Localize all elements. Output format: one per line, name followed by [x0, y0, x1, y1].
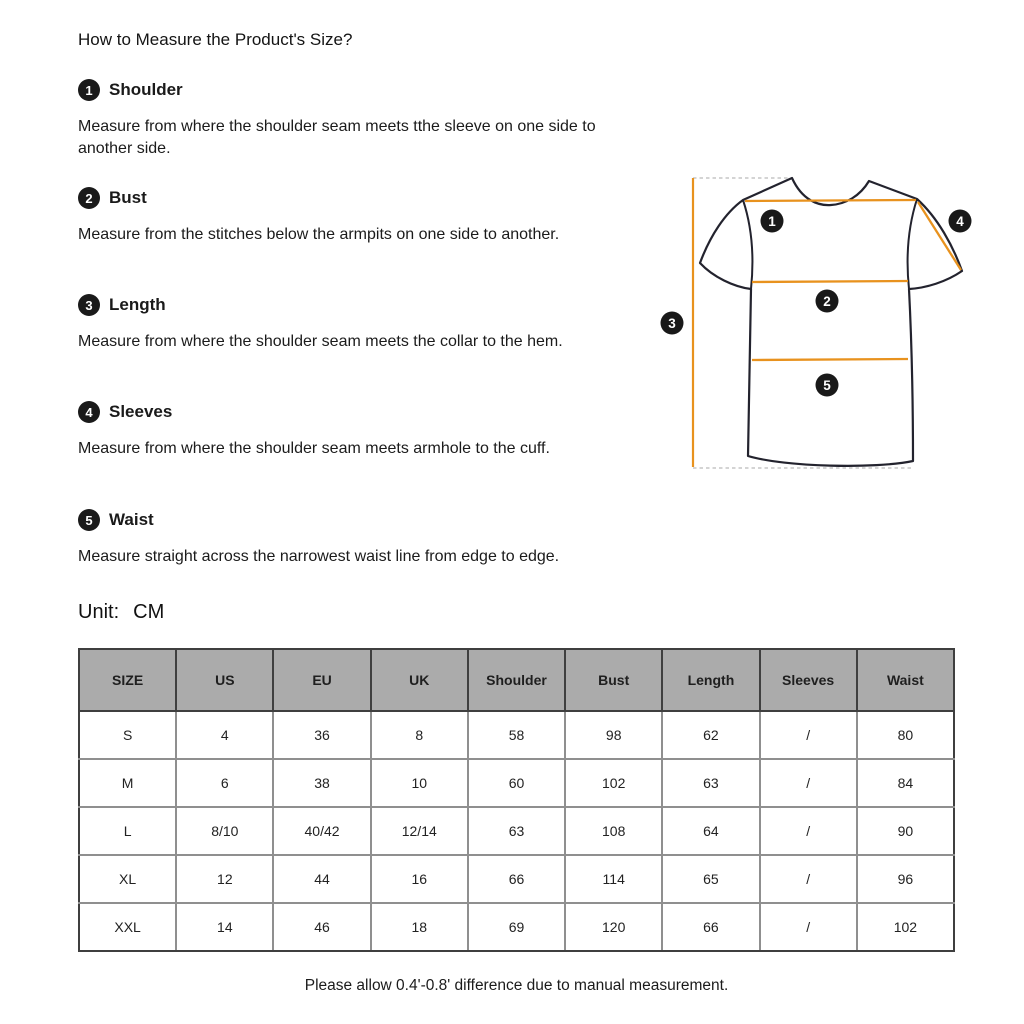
section-bust-description: Measure from the stitches below the armpits on one side to another. — [78, 226, 560, 243]
cell-s-uk: 8 — [371, 711, 468, 759]
cell-m-uk: 10 — [371, 759, 468, 807]
cell-s-sleeves: / — [760, 711, 857, 759]
tshirt-outline — [700, 178, 962, 466]
section-shoulder-description: Measure from where the shoulder seam meets tthe sleeve on one side to another side. — [78, 118, 596, 157]
cell-xxl-eu: 46 — [273, 903, 370, 951]
number-badge-2: 2 — [78, 187, 100, 209]
section-bust-label: Bust — [109, 188, 147, 207]
cell-s-eu: 36 — [273, 711, 370, 759]
section-bust-heading — [78, 187, 600, 209]
section-sleeves-description: Measure from where the shoulder seam meets armhole to the cuff. — [78, 440, 550, 457]
diagram-marker-4-number: 4 — [956, 213, 964, 229]
cell-l-bust: 108 — [565, 807, 662, 855]
cell-xxl-us: 14 — [176, 903, 273, 951]
cell-xl-waist: 96 — [857, 855, 954, 903]
table-row-xl — [79, 855, 954, 903]
unit-line — [78, 601, 164, 624]
diagram-marker-5 — [816, 374, 839, 397]
section-length-description: Measure from where the shoulder seam meets the collar to the hem. — [78, 333, 563, 350]
table-row-m — [79, 759, 954, 807]
cell-l-length: 64 — [662, 807, 759, 855]
measure-line-bust — [752, 281, 908, 282]
tshirt-diagram-svg — [650, 158, 1020, 488]
cell-xxl-shoulder: 69 — [468, 903, 565, 951]
section-shoulder-heading — [78, 79, 600, 101]
col-header-eu: EU — [273, 649, 370, 711]
section-waist-description: Measure straight across the narrowest waist line from edge to edge. — [78, 548, 560, 565]
section-shoulder — [78, 79, 600, 160]
diagram-marker-1 — [761, 210, 784, 233]
number-badge-3: 3 — [78, 294, 100, 316]
number-badge-5: 5 — [78, 509, 100, 531]
diagram-marker-1-number: 1 — [768, 213, 776, 229]
cell-xxl-size: XXL — [79, 903, 176, 951]
cell-m-shoulder: 60 — [468, 759, 565, 807]
tshirt-measurement-diagram — [650, 158, 1020, 488]
diagram-marker-2 — [816, 290, 839, 313]
col-header-bust: Bust — [565, 649, 662, 711]
size-chart-header-row — [79, 649, 954, 711]
cell-s-length: 62 — [662, 711, 759, 759]
cell-s-shoulder: 58 — [468, 711, 565, 759]
diagram-marker-2-number: 2 — [823, 293, 831, 309]
cell-m-sleeves: / — [760, 759, 857, 807]
col-header-uk: UK — [371, 649, 468, 711]
cell-s-bust: 98 — [565, 711, 662, 759]
cell-l-size: L — [79, 807, 176, 855]
col-header-waist: Waist — [857, 649, 954, 711]
cell-xl-size: XL — [79, 855, 176, 903]
cell-l-shoulder: 63 — [468, 807, 565, 855]
number-badge-1: 1 — [78, 79, 100, 101]
cell-l-sleeves: / — [760, 807, 857, 855]
cell-m-length: 63 — [662, 759, 759, 807]
cell-s-size: S — [79, 711, 176, 759]
cell-xl-uk: 16 — [371, 855, 468, 903]
cell-l-waist: 90 — [857, 807, 954, 855]
cell-xl-bust: 114 — [565, 855, 662, 903]
cell-s-us: 4 — [176, 711, 273, 759]
diagram-marker-3-number: 3 — [668, 315, 676, 331]
section-waist — [78, 509, 600, 568]
table-row-s — [79, 711, 954, 759]
measurement-tolerance-note: Please allow 0.4'-0.8' difference due to manual measurement. — [304, 977, 729, 994]
section-sleeves-heading — [78, 401, 600, 423]
cell-m-bust: 102 — [565, 759, 662, 807]
section-length-label: Length — [109, 295, 166, 314]
cell-xxl-bust: 120 — [565, 903, 662, 951]
col-header-length: Length — [662, 649, 759, 711]
cell-l-us: 8/10 — [176, 807, 273, 855]
section-length-heading — [78, 294, 600, 316]
section-shoulder-label: Shoulder — [109, 80, 183, 99]
cell-xl-sleeves: / — [760, 855, 857, 903]
table-row-xxl — [79, 903, 954, 951]
cell-l-eu: 40/42 — [273, 807, 370, 855]
diagram-marker-5-number: 5 — [823, 377, 831, 393]
diagram-marker-3 — [661, 312, 684, 335]
cell-m-size: M — [79, 759, 176, 807]
cell-xl-us: 12 — [176, 855, 273, 903]
section-waist-label: Waist — [109, 510, 154, 529]
unit-value: CM — [133, 601, 165, 623]
unit-label: Unit: — [78, 601, 120, 623]
number-badge-4: 4 — [78, 401, 100, 423]
cell-xl-shoulder: 66 — [468, 855, 565, 903]
table-row-l — [79, 807, 954, 855]
cell-xxl-uk: 18 — [371, 903, 468, 951]
col-header-shoulder: Shoulder — [468, 649, 565, 711]
section-sleeves — [78, 401, 600, 460]
cell-l-uk: 12/14 — [371, 807, 468, 855]
measure-line-shoulder — [745, 200, 916, 201]
col-header-size: SIZE — [79, 649, 176, 711]
section-bust — [78, 187, 600, 246]
cell-m-us: 6 — [176, 759, 273, 807]
diagram-marker-4 — [949, 210, 972, 233]
cell-s-waist: 80 — [857, 711, 954, 759]
measure-line-waist — [752, 359, 908, 360]
col-header-sleeves: Sleeves — [760, 649, 857, 711]
cell-xxl-length: 66 — [662, 903, 759, 951]
cell-xxl-waist: 102 — [857, 903, 954, 951]
cell-xl-length: 65 — [662, 855, 759, 903]
cell-xxl-sleeves: / — [760, 903, 857, 951]
cell-m-waist: 84 — [857, 759, 954, 807]
size-chart-table — [78, 648, 955, 952]
col-header-us: US — [176, 649, 273, 711]
cell-xl-eu: 44 — [273, 855, 370, 903]
page-title: How to Measure the Product's Size? — [78, 30, 353, 49]
section-length — [78, 294, 600, 353]
cell-m-eu: 38 — [273, 759, 370, 807]
section-sleeves-label: Sleeves — [109, 402, 173, 421]
section-waist-heading — [78, 509, 600, 531]
